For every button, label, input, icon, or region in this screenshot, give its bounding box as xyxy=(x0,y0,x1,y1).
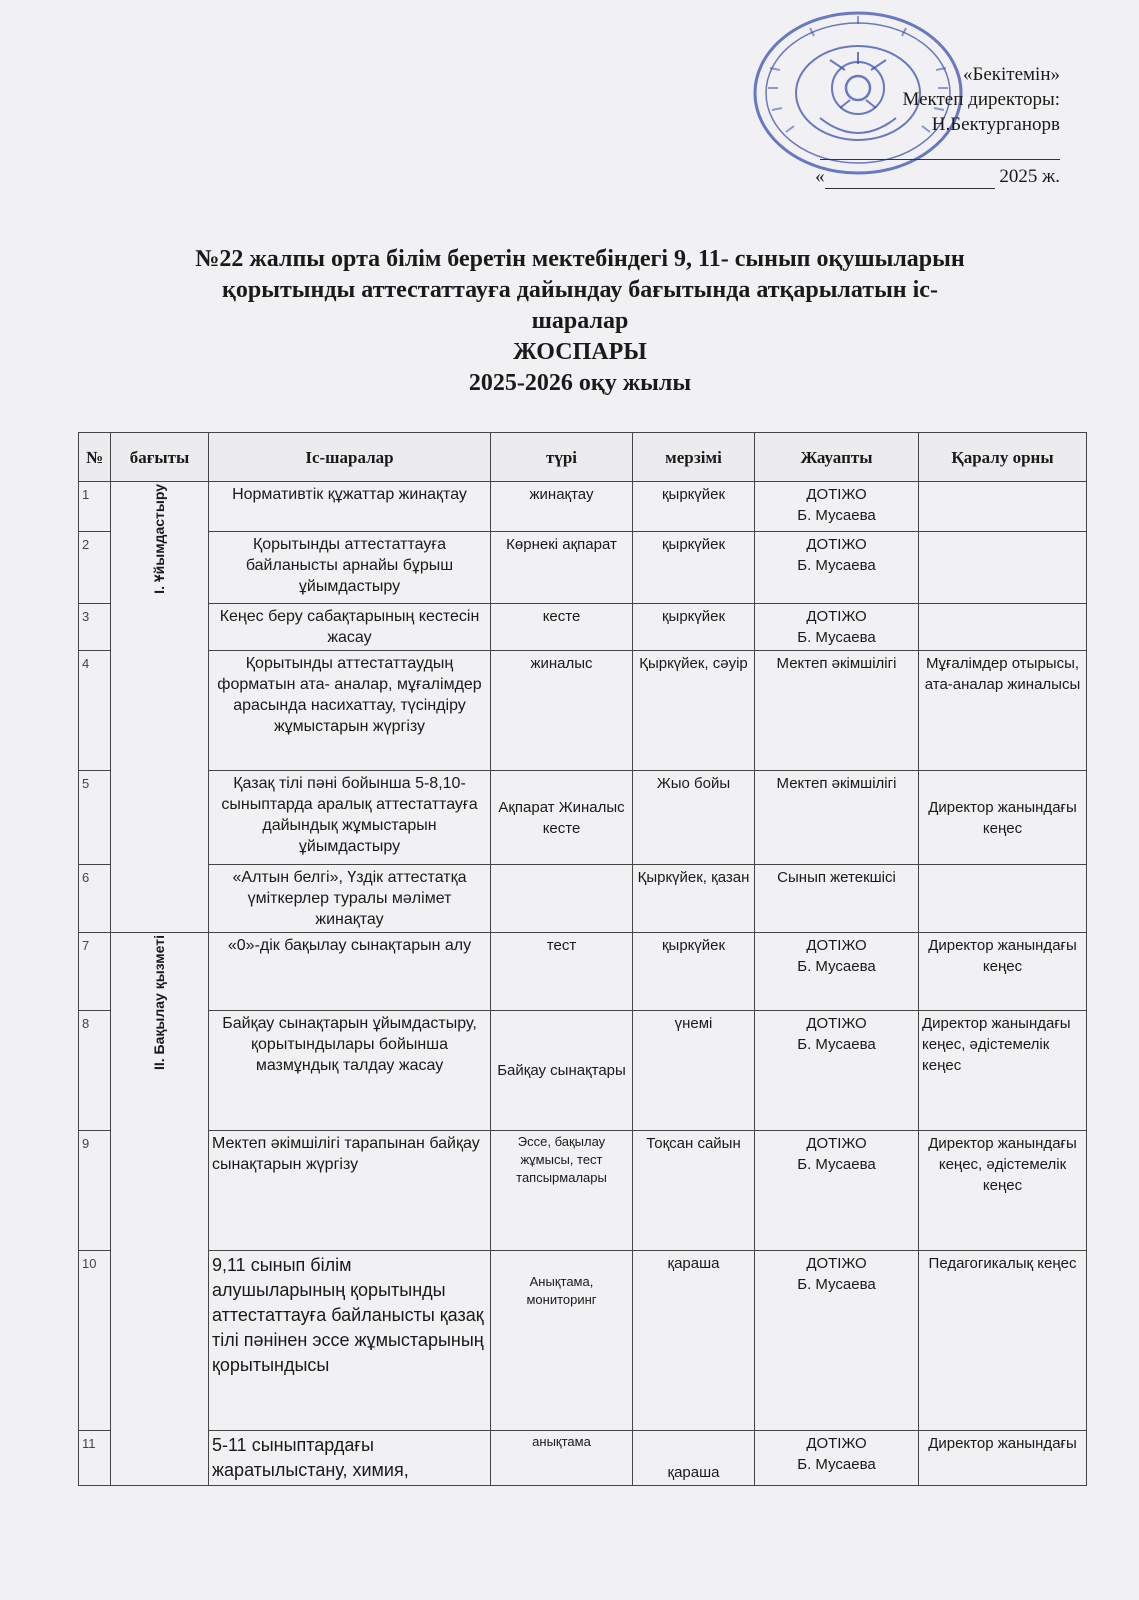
table-row xyxy=(79,1131,1087,1251)
document-title xyxy=(100,244,1060,399)
row-review-place xyxy=(919,532,1087,604)
title-line-2: қорытынды аттестаттауға дайындау бағытында атқарылатын іс- xyxy=(222,277,938,303)
row-term: Қыркүйек, сәуір xyxy=(633,651,755,771)
approval-title: «Бекітемін» xyxy=(962,64,1060,85)
row-review-place xyxy=(919,865,1087,933)
row-review-place: Мұғалімдер отырысы, ата-аналар жиналысы xyxy=(919,651,1087,771)
table-row xyxy=(79,532,1087,604)
header-type: түрі xyxy=(491,433,633,482)
row-type: Ақпарат Жиналыс кесте xyxy=(491,771,633,865)
row-number: 6 xyxy=(79,865,111,933)
row-type: Эссе, бақылау жұмысы, тест тапсырмалары xyxy=(491,1131,633,1251)
row-responsible: ДОТІЖО Б. Мусаева xyxy=(755,604,919,651)
row-number: 7 xyxy=(79,933,111,1011)
row-review-place: Директор жанындағы xyxy=(919,1431,1087,1486)
row-review-place xyxy=(919,604,1087,651)
row-type: Көрнекі ақпарат xyxy=(491,532,633,604)
approval-date xyxy=(780,164,1060,189)
approval-name: Н.Бектурганорв xyxy=(931,114,1060,135)
row-term: қараша xyxy=(633,1251,755,1431)
table-row xyxy=(79,1011,1087,1131)
row-activity: Байқау сынақтарын ұйымдастыру, қорытындылары бойынша мазмұндық талдау жасау xyxy=(209,1011,491,1131)
header-review-place: Қаралу орны xyxy=(919,433,1087,482)
table-row xyxy=(79,651,1087,771)
title-line-1: №22 жалпы орта білім беретін мектебіндегі 9, 11- сынып оқушыларын xyxy=(195,246,965,272)
row-responsible: ДОТІЖО Б. Мусаева xyxy=(755,1131,919,1251)
row-review-place: Директор жанындағы кеңес xyxy=(919,933,1087,1011)
approval-block xyxy=(780,62,1060,189)
header-number: № xyxy=(79,433,111,482)
approval-position: Мектеп директоры: xyxy=(902,89,1060,110)
row-type: Анықтама, мониторинг xyxy=(491,1251,633,1431)
table-row xyxy=(79,1251,1087,1431)
row-number: 9 xyxy=(79,1131,111,1251)
row-activity: Қорытынды аттестаттаудың форматын ата- аналар, мұғалімдер арасында насихаттау, түсіндіру жұмыстарын жүргізу xyxy=(209,651,491,771)
table-row xyxy=(79,604,1087,651)
table-row xyxy=(79,1431,1087,1486)
row-review-place: Педагогикалық кеңес xyxy=(919,1251,1087,1431)
table-row xyxy=(79,865,1087,933)
date-open-quote: « xyxy=(815,166,825,187)
row-review-place xyxy=(919,482,1087,532)
row-responsible: ДОТІЖО Б. Мусаева xyxy=(755,1251,919,1431)
row-responsible: Мектеп әкімшілігі xyxy=(755,771,919,865)
row-term: қыркүйек xyxy=(633,482,755,532)
row-responsible: ДОТІЖО Б. Мусаева xyxy=(755,482,919,532)
row-type: жиналыс xyxy=(491,651,633,771)
row-term: Тоқсан сайын xyxy=(633,1131,755,1251)
row-number: 1 xyxy=(79,482,111,532)
title-year: 2025-2026 оқу жылы xyxy=(468,370,692,396)
row-type xyxy=(491,865,633,933)
row-responsible: ДОТІЖО Б. Мусаева xyxy=(755,1431,919,1486)
row-term: қараша xyxy=(633,1431,755,1486)
table-row xyxy=(79,771,1087,865)
row-number: 10 xyxy=(79,1251,111,1431)
row-activity: Нормативтік құжаттар жинақтау xyxy=(209,482,491,532)
row-responsible: ДОТІЖО Б. Мусаева xyxy=(755,1011,919,1131)
row-number: 5 xyxy=(79,771,111,865)
row-type: Байқау сынақтары xyxy=(491,1011,633,1131)
section-label: I. Ұйымдастыру xyxy=(151,484,167,594)
row-number: 2 xyxy=(79,532,111,604)
row-term: қыркүйек xyxy=(633,933,755,1011)
row-responsible: Сынып жетекшісі xyxy=(755,865,919,933)
row-type: анықтама xyxy=(491,1431,633,1486)
row-number: 11 xyxy=(79,1431,111,1486)
signature-line xyxy=(820,145,1060,160)
row-responsible: ДОТІЖО Б. Мусаева xyxy=(755,933,919,1011)
header-activities: Іс-шаралар xyxy=(209,433,491,482)
header-term: мерзімі xyxy=(633,433,755,482)
row-term: қыркүйек xyxy=(633,604,755,651)
row-type: жинақтау xyxy=(491,482,633,532)
date-year: 2025 ж. xyxy=(999,166,1060,187)
row-review-place: Директор жанындағы кеңес, әдістемелік кеңес xyxy=(919,1011,1087,1131)
section-label: II. Бақылау қызметі xyxy=(151,935,167,1071)
section-organization xyxy=(111,482,209,933)
title-line-3: шаралар xyxy=(531,308,629,334)
row-type: кесте xyxy=(491,604,633,651)
row-activity: Қазақ тілі пәні бойынша 5-8,10-сыныптарда аралық аттестаттауға дайындық жұмыстарын ұйымдастыру xyxy=(209,771,491,865)
row-review-place: Директор жанындағы кеңес, әдістемелік кеңес xyxy=(919,1131,1087,1251)
row-number: 4 xyxy=(79,651,111,771)
row-activity: «0»-дік бақылау сынақтарын алу xyxy=(209,933,491,1011)
row-activity: 5-11 сыныптардағы жаратылыстану, химия, xyxy=(209,1431,491,1486)
table-row xyxy=(79,933,1087,1011)
row-activity: Мектеп әкімшілігі тарапынан байқау сынақтарын жүргізу xyxy=(209,1131,491,1251)
row-number: 8 xyxy=(79,1011,111,1131)
row-number: 3 xyxy=(79,604,111,651)
row-term: қыркүйек xyxy=(633,532,755,604)
date-blank xyxy=(825,170,995,189)
row-responsible: Мектеп әкімшілігі xyxy=(755,651,919,771)
table-row xyxy=(79,482,1087,532)
section-control xyxy=(111,933,209,1486)
header-responsible: Жауапты xyxy=(755,433,919,482)
plan-table xyxy=(78,432,1087,1486)
row-responsible: ДОТІЖО Б. Мусаева xyxy=(755,532,919,604)
row-review-place: Директор жанындағы кеңес xyxy=(919,771,1087,865)
header-direction: бағыты xyxy=(111,433,209,482)
row-term: үнемі xyxy=(633,1011,755,1131)
row-activity: «Алтын белгі», Үздік аттестатқа үміткерлер туралы мәлімет жинақтау xyxy=(209,865,491,933)
table-header-row xyxy=(79,433,1087,482)
row-type: тест xyxy=(491,933,633,1011)
title-plan: ЖОСПАРЫ xyxy=(513,339,647,365)
row-term: Қыркүйек, қазан xyxy=(633,865,755,933)
row-activity: Қорытынды аттестаттауға байланысты арнайы бұрыш ұйымдастыру xyxy=(209,532,491,604)
row-activity: 9,11 сынып білім алушыларының қорытынды аттестаттауға байланысты қазақ тілі пәнінен эссе жұмыстарының қорытындысы xyxy=(209,1251,491,1431)
row-activity: Кеңес беру сабақтарының кестесін жасау xyxy=(209,604,491,651)
row-term: Жыо бойы xyxy=(633,771,755,865)
